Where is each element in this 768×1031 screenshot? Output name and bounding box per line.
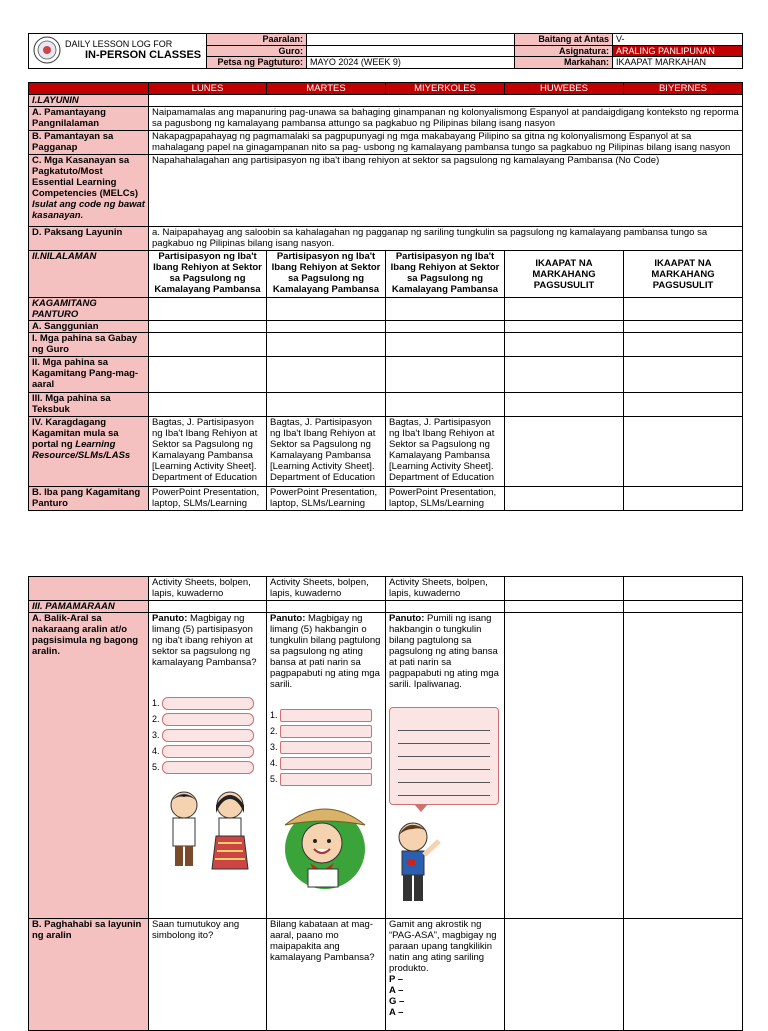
day-tue: MARTES (267, 83, 386, 95)
date-label: Petsa ng Pagtuturo: (207, 57, 307, 69)
karagdagang-label-italic: Learning Resource/SLMs/LASs (32, 439, 131, 461)
balik-aral-mon-text: Magbigay ng limang (5) partisipasyon ng iba't ibang rehiyon at sektor sa pagsulong ng kamalayang Pambansa? (152, 613, 257, 668)
num-1: 1. (270, 709, 278, 720)
num-2: 2. (270, 725, 278, 736)
panuto-label: Panuto: (389, 613, 425, 624)
date-value: MAYO 2024 (WEEK 9) (307, 57, 515, 69)
answer-box (280, 741, 372, 754)
num-1: 1. (152, 697, 160, 708)
grade-value: V- (613, 34, 743, 46)
title-big: IN-PERSON CLASSES (85, 49, 202, 61)
paghahabi-label: B. Paghahabi sa layunin ng aralin (29, 919, 149, 1031)
acrostic-a2: A – (389, 1007, 404, 1018)
answer-pill (162, 761, 254, 774)
answer-pill (162, 729, 254, 742)
pamantayan-pagganap-text: Nakapagpapahayag ng pagmamalaki sa pagpupunyagi ng mga makabayang Pilipino sa gitna ng kolonyalismong Espanyol at sa mahalagang papel na ginagampanan nito sa pag- usbong ng kamalayang pambansa tungo sa pagkabuo ng Pilipinas bilang isang nasyon (149, 131, 743, 155)
header-title-cell (29, 34, 207, 69)
balik-aral-wed-text: Pumili ng isang hakbangin o tungkulin bilang pagtulong sa pagsulong ng ating bansa at pati narin sa pagpapabuti ng ating mga sarili. Ipaliwanag. (389, 613, 499, 690)
karagdagang-mon: Bagtas, J. Partisipasyon ng Iba't Ibang Rehiyon at Sektor sa Pagsulong ng Kamalayang Pambansa [Learning Activity Sheet]. Department of Education (149, 417, 267, 487)
paghahabi-tue: Bilang kabataan at mag-aaral, paano mo maipapakita ang kamalayang Pambansa? (267, 919, 386, 1031)
deped-seal-icon (33, 36, 61, 64)
teksbuk-label: III. Mga pahina sa Teksbuk (29, 393, 149, 417)
balik-aral-mon (149, 613, 267, 919)
iba-pang-cont-wed: Activity Sheets, bolpen, lapis, kuwaderno (386, 577, 505, 601)
num-4: 4. (152, 745, 160, 756)
answer-list-mon (152, 695, 263, 775)
num-5: 5. (152, 761, 160, 772)
karagdagang-label-cell (29, 417, 149, 487)
day-fri: BIYERNES (624, 83, 743, 95)
quarter-value: IKAAPAT MARKAHAN (613, 57, 743, 69)
num-5: 5. (270, 773, 278, 784)
iba-pang-tue: PowerPoint Presentation, laptop, SLMs/Learning (267, 487, 386, 511)
iba-pang-cont-tue: Activity Sheets, bolpen, lapis, kuwaderno (267, 577, 386, 601)
nilalaman-tue: Partisipasyon ng Iba't Ibang Rehiyon at Sektor sa Pagsulong ng Kamalayang Pambansa (267, 251, 386, 298)
answer-box (280, 773, 372, 786)
answer-list-tue (270, 707, 382, 787)
answer-pill (162, 697, 254, 710)
gabay-label: I. Mga pahina sa Gabay ng Guro (29, 333, 149, 357)
quarter-label: Markahan: (515, 57, 613, 69)
paghahabi-mon: Saan tumutukoy ang simbolong ito? (149, 919, 267, 1031)
paksang-layunin-text: a. Naipapahayag ang saloobin sa kahalagahan ng pagganap ng sariling tungkulin sa pagsulong ng kamalayang pambansa tungo sa pagkabuo ng Pilipinas bilang isang nasyon. (149, 227, 743, 251)
teacher-value (307, 45, 515, 57)
melc-label-cell (29, 155, 149, 227)
pamantayang-pangnilalaman-label: A. Pamantayang Pangnilalaman (29, 107, 149, 131)
panuto-label: Panuto: (270, 613, 306, 624)
title-small: DAILY LESSON LOG FOR (65, 39, 173, 49)
num-3: 3. (270, 741, 278, 752)
school-value (307, 34, 515, 46)
header-block (28, 33, 742, 67)
acrostic-p: P – (389, 974, 404, 985)
balik-aral-tue-text: Magbigay ng limang (5) hakbangin o tungkulin bilang pagtulong sa pagsulong ng ating bansa at pati narin sa pagpapabuti ng ating mga sarili. (270, 613, 381, 690)
num-4: 4. (270, 757, 278, 768)
children-costume-illustration (152, 787, 263, 880)
answer-pill (162, 745, 254, 758)
balik-aral-label: A. Balik-Aral sa nakaraang aralin at/o pagsisimula ng bagong aralin. (29, 613, 149, 919)
melc-label: C. Mga Kasanayan sa Pagkatuto/Most Essential Learning Competencies (MELCs) (32, 155, 139, 199)
karagdagang-tue: Bagtas, J. Partisipasyon ng Iba't Ibang Rehiyon at Sektor sa Pagsulong ng Kamalayang Pambansa [Learning Activity Sheet]. Department of Education (267, 417, 386, 487)
acrostic-g: G – (389, 996, 405, 1007)
nilalaman-heading: II.NILALAMAN (29, 251, 149, 298)
nilalaman-mon: Partisipasyon ng Iba't Ibang Rehiyon at Sektor sa Pagsulong ng Kamalayang Pambansa (149, 251, 267, 298)
sanggunian-label: A. Sanggunian (29, 321, 149, 333)
lesson-table-page2 (28, 576, 742, 1031)
lesson-table-page1 (28, 82, 742, 511)
nilalaman-fri: IKAAPAT NA MARKAHANG PAGSUSULIT (624, 251, 743, 298)
subject-value: ARALING PANLIPUNAN (613, 45, 743, 57)
iba-pang-cont-mon: Activity Sheets, bolpen, lapis, kuwaderno (149, 577, 267, 601)
teacher-label: Guro: (207, 45, 307, 57)
melc-text: Napahahalagahan ang partisipasyon ng iba't ibang rehiyon at sektor sa pagsulong ng kamalayang Pambansa (No Code) (149, 155, 743, 227)
melc-note: Isulat ang code ng bawat kasanayan. (32, 199, 145, 221)
paghahabi-wed (386, 919, 505, 1031)
iba-pang-cont-label (29, 577, 149, 601)
iba-pang-label: B. Iba pang Kagamitang Panturo (29, 487, 149, 511)
panuto-label: Panuto: (152, 613, 188, 624)
day-thu: HUWEBES (505, 83, 624, 95)
balik-aral-tue (267, 613, 386, 919)
nilalaman-wed: Partisipasyon ng Iba't Ibang Rehiyon at Sektor sa Pagsulong ng Kamalayang Pambansa (386, 251, 505, 298)
kagamitan-magaaral-label: II. Mga pahina sa Kagamitang Pang-mag-aaral (29, 357, 149, 393)
acrostic-a1: A – (389, 985, 404, 996)
day-wed: MIYERKOLES (386, 83, 505, 95)
balik-aral-wed (386, 613, 505, 919)
boy-waving-illustration (389, 819, 501, 912)
answer-speech-bubble (389, 707, 499, 805)
answer-box (280, 709, 372, 722)
answer-pill (162, 713, 254, 726)
num-2: 2. (152, 713, 160, 724)
karagdagang-wed: Bagtas, J. Partisipasyon ng Iba't Ibang Rehiyon at Sektor sa Pagsulong ng Kamalayang Pambansa [Learning Activity Sheet]. Department of Education (386, 417, 505, 487)
iba-pang-wed: PowerPoint Presentation, laptop, SLMs/Learning (386, 487, 505, 511)
answer-box (280, 757, 372, 770)
answer-box (280, 725, 372, 738)
pamantayan-pagganap-label: B. Pamantayan sa Pagganap (29, 131, 149, 155)
boy-farmer-hat-illustration (270, 791, 382, 894)
pamamaraan-heading: III. PAMAMARAAN (29, 601, 149, 613)
pamantayang-pangnilalaman-text: Naipamamalas ang mapanuring pag-unawa sa bahaging ginampanan ng kolonyalismong Espanyol at pandaigdigang konteksto ng reporma sa pagusbong ng kamalayang pambansa attungo sa pagkabuo ng Pilipinas bilang isang nasyon (149, 107, 743, 131)
grade-label: Baitang at Antas (515, 34, 613, 46)
karagdagang-label: IV. Karagdagang Kagamitan mula sa portal ng (32, 417, 119, 450)
day-mon: LUNES (149, 83, 267, 95)
subject-label: Asignatura: (515, 45, 613, 57)
paksang-layunin-label: D. Paksang Layunin (29, 227, 149, 251)
layunin-heading: I.LAYUNIN (29, 95, 149, 107)
nilalaman-thu: IKAAPAT NA MARKAHANG PAGSUSULIT (505, 251, 624, 298)
num-3: 3. (152, 729, 160, 740)
kagamitan-heading: KAGAMITANG PANTURO (29, 298, 149, 321)
school-label: Paaralan: (207, 34, 307, 46)
paghahabi-wed-text: Gamit ang akrostik ng “PAG-ASA”, magbigay ng paraan upang tangkilikin natin ang ating sariling produkto. (389, 919, 497, 974)
iba-pang-mon: PowerPoint Presentation, laptop, SLMs/Learning (149, 487, 267, 511)
corner-cell (29, 83, 149, 95)
